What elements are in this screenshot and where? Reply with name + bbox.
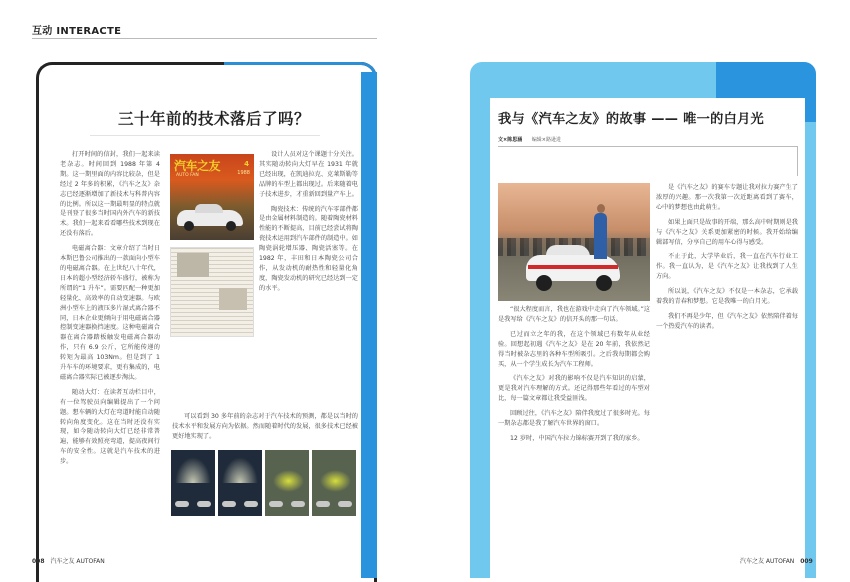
cover-latin: AUTO FAN [176, 173, 199, 178]
title-rule-vertical [797, 146, 798, 176]
paragraph: 《汽车之友》对我的影响不仅是汽车知识的启蒙，更是我对汽车理解的方式。还记得那些年看过的车型对比，每一篇文章都让我受益匪浅。 [498, 375, 650, 403]
paragraph: 如果上面只是故事的开端，那么高中时期则是我与《汽车之友》关系更加紧密的时候。我开始给编辑部写信，分享自己的用车心得与感受。 [656, 218, 798, 246]
paragraph: 回顾过往，《汽车之友》陪伴我度过了很多时光。每一期杂志都是我了解汽车世界的窗口。 [498, 410, 650, 428]
car-stripe [528, 265, 618, 269]
paragraph: 12 岁时，中国汽车拉力锦标赛开到了我的家乡。 [510, 434, 644, 442]
right-col-1 [498, 305, 650, 555]
paragraph: 是《汽车之友》的赛车专题让我对拉力赛产生了浓厚的兴趣。那一次我第一次近距离看到了赛车，心中的梦想也由此萌生。 [656, 184, 798, 211]
header-rule [32, 38, 377, 39]
right-col-2 [656, 183, 798, 553]
author: 文×陈思涵 [498, 137, 523, 143]
left-article-title: 三十年前的技术落后了吗？ [118, 110, 311, 128]
left-footer [32, 556, 105, 565]
blue-margin [470, 490, 490, 578]
wheel-icon [596, 275, 612, 291]
fog-photo [265, 450, 309, 516]
headlight-comparison-images [171, 450, 356, 516]
paragraph: 打开时间的信封，我们一起来读老杂志。时间回到 1988 年第 4 期。这一期里面的内容比较杂，但是经过 2 年多的积累，《汽车之友》杂志已经逐渐增加了新技术与科普内容的比例。所以这一期最明显的特点就是刊登了很多当时国内外汽车的新技术。我们一起来看看哪些技术到现在还没有落后。 [60, 151, 160, 238]
card-accent [224, 62, 377, 81]
section-label: 互动 INTERACTE [32, 26, 122, 37]
night-photo [171, 450, 215, 516]
blue-side-bar [361, 72, 377, 578]
paragraph: 不止于此，大学毕业后，我一直在汽车行业工作。我一直认为，是《汽车之友》让我找到了人生方向。 [656, 253, 798, 281]
paragraph: 我们不再是少年，但《汽车之友》依然陪伴着每一个热爱汽车的读者。 [656, 312, 798, 330]
fog-photo [312, 450, 356, 516]
footer-brand: 汽车之友 AUTOFAN [50, 558, 105, 565]
cover-year: 1988 [237, 170, 250, 176]
right-footer [740, 556, 817, 565]
paragraph: 可以看到 30 多年前的杂志对于汽车技术的预测，都是以当时的技术水平和发展方向为依据。然而随着时代的发展，很多技术已经被更好地实现了。 [172, 413, 358, 440]
footer-brand: 汽车之友 AUTOFAN [740, 558, 795, 565]
paragraph: 所以说，《汽车之友》不仅是一本杂志，它承载着我的青春和梦想。它是我唯一的白月光。 [656, 288, 798, 306]
wheel-icon [184, 221, 194, 231]
paragraph: 设计人员对这个课题十分关注。其实随动转向大灯早在 1931 年就已经出现，在凯迪拉克、克莱斯勒等品牌的车型上都出现过。后来随着电子技术进步，才重新回到量产车上。 [259, 151, 358, 198]
wheel-icon [536, 275, 552, 291]
rally-car-photo [498, 183, 650, 301]
cover-title: 汽车之友 [174, 159, 221, 173]
magazine-page-image [170, 247, 254, 337]
left-col-2 [259, 150, 358, 440]
title-rule [498, 146, 798, 147]
person [594, 213, 607, 259]
page-number: 008 [32, 558, 45, 565]
night-photo [218, 450, 262, 516]
page-photo [219, 288, 247, 310]
magazine-cover-image [170, 154, 254, 240]
title-rule [90, 135, 320, 136]
left-col-1 [60, 150, 160, 540]
paragraph: 电磁离合器：文章介绍了当时日本斯巴鲁公司推出的一款面向小型车的电磁离合器。在上世纪八十年代，日本的超小型经济轿车盛行，被称为所谓的“1 升车”。需要匹配一种更加轻量化、高效率的自动变速器。与欧洲小型车上的液压多片湿式离合器不同，日本企业更倾向于用电磁离合器控制变速器换挡速度。这种电磁离合器在离合器踏板触发电磁离合器动作，只有 6.9 公斤，它所能传递的转矩为最高 103Nm。但是到了 1 升车车的环境要求，更有集成的，电磁离合器实际已被逐步淘汰。 [60, 245, 160, 381]
byline [498, 136, 561, 143]
paragraph: 已过而立之年的我，在这个领域已有数年从业经验。回想起初遇《汽车之友》是在 20 年前，我依然记得当时被杂志里的各种车型所吸引。之后我每期都会购买，从一个学生成长为汽车工程师。 [498, 330, 650, 368]
right-article-title: 我与《汽车之友》的故事 —— 唯一的白月光 [498, 112, 765, 127]
left-col-bottom [172, 412, 358, 448]
wheel-icon [226, 221, 236, 231]
editor: 编辑×路逊进 [531, 137, 561, 143]
page-number: 009 [800, 558, 813, 565]
paragraph: 随动大灯：在读者互动栏目中，有一位驾驶员向编辑提出了一个问题。想车辆的大灯在弯道时能自动随转向角度变化。这在当时还没有实现，如今随动转向大灯已经非常普遍，能够有效照亮弯道，提高夜间行车的安全性。这就是汽车技术的进步。 [60, 388, 160, 466]
paragraph: 陶瓷技术：传统的汽车零部件都是由金属材料制造的。随着陶瓷材料性能的不断提高，目前已经尝试将陶瓷技术运用到汽车部件的制造中。如陶瓷涡轮增压器、陶瓷活塞等。在 1982 年，丰田和日本陶瓷公司合作，从发动机的耐热性和轻量化角度，陶瓷发动机的研究已经达到一定的水平。 [259, 205, 358, 292]
cover-issue: 4 [244, 160, 249, 168]
page-photo [177, 253, 209, 277]
paragraph: “很大程度而言，我也在游戏中走向了汽车领域。”这是我写给《汽车之友》的信开头的那一句话。 [498, 306, 650, 323]
